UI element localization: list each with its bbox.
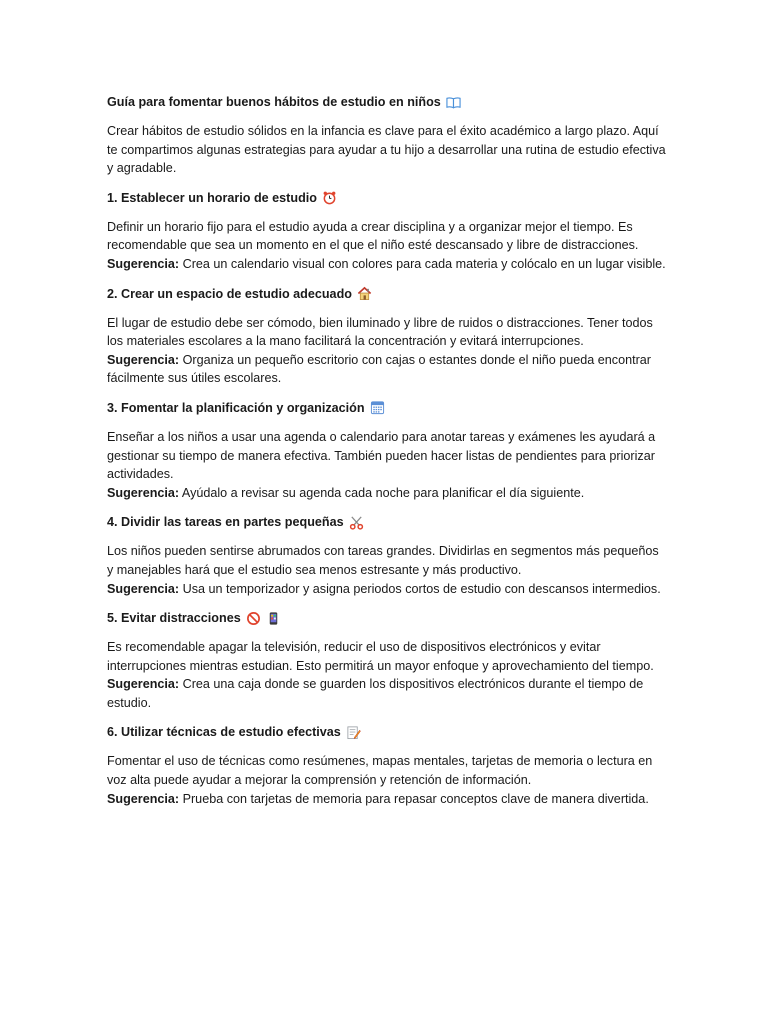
house-icon xyxy=(357,286,372,301)
section-2 xyxy=(107,285,667,388)
section-5 xyxy=(107,609,667,712)
section-tip xyxy=(107,790,667,809)
tip-label: Sugerencia: xyxy=(107,791,180,806)
section-heading xyxy=(107,399,667,417)
mobile-phone-icon xyxy=(266,611,281,626)
section-heading-text: 1. Establecer un horario de estudio xyxy=(107,190,317,205)
section-6 xyxy=(107,723,667,808)
section-tip xyxy=(107,580,667,599)
section-heading xyxy=(107,189,667,207)
tip-label: Sugerencia: xyxy=(107,677,180,692)
tip-text: Prueba con tarjetas de memoria para repasar conceptos clave de manera divertida. xyxy=(179,791,649,806)
section-heading-text: 5. Evitar distracciones xyxy=(107,611,241,626)
section-4 xyxy=(107,513,667,598)
tip-text: Crea una caja donde se guarden los dispositivos electrónicos durante el tiempo de estudio. xyxy=(107,677,644,710)
section-heading xyxy=(107,513,667,531)
section-body: Definir un horario fijo para el estudio ayuda a crear disciplina y a organizar mejor el tiempo. Es recomendable que sea un momento en el que el niño esté descansado y libre de distracciones. xyxy=(107,219,639,253)
section-heading xyxy=(107,723,667,741)
section-heading xyxy=(107,285,667,303)
section-1 xyxy=(107,189,667,274)
section-body: Enseñar a los niños a usar una agenda o calendario para anotar tareas y exámenes les ayudará a gestionar su tiempo de manera efectiva. También pueden hacer listas de pendientes para priorizar actividades. xyxy=(107,429,656,482)
section-tip xyxy=(107,255,667,274)
section-3 xyxy=(107,399,667,502)
section-tip xyxy=(107,675,667,712)
section-tip xyxy=(107,484,667,503)
section-heading-text: 4. Dividir las tareas en partes pequeñas xyxy=(107,515,344,530)
document-page xyxy=(107,93,667,819)
section-body: El lugar de estudio debe ser cómodo, bien iluminado y libre de ruidos o distracciones. Tener todos los materiales escolares a la mano facilitará la concentración y evitará interrupciones. xyxy=(107,315,653,349)
section-body: Los niños pueden sentirse abrumados con tareas grandes. Dividirlas en segmentos más pequeños y manejables hará que el estudio sea menos estresante y más productivo. xyxy=(107,544,659,577)
section-heading-text: 6. Utilizar técnicas de estudio efectivas xyxy=(107,725,341,740)
section-body: Es recomendable apagar la televisión, reducir el uso de dispositivos electrónicos y evitar interrupciones mientras estudian. Esto permitirá un mayor enfoque y aprovechamiento del tiempo. xyxy=(107,640,654,673)
tip-text: Crea un calendario visual con colores para cada materia y colócalo en un lugar visible. xyxy=(179,256,666,271)
no-entry-icon xyxy=(246,611,261,626)
tip-label: Sugerencia: xyxy=(107,256,180,271)
intro-paragraph: Crear hábitos de estudio sólidos en la infancia es clave para el éxito académico a largo plazo. Aquí te compartimos algunas estrategias para ayudar a tu hijo a desarrollar una rutina de estudio efectiva y agradable. xyxy=(107,124,666,176)
section-heading-text: 2. Crear un espacio de estudio adecuado xyxy=(107,286,352,301)
section-body: Fomentar el uso de técnicas como resúmenes, mapas mentales, tarjetas de memoria o lectura en voz alta puede ayudar a mejorar la comprensión y retención de información. xyxy=(107,754,653,788)
tip-label: Sugerencia: xyxy=(107,352,180,367)
tip-text: Usa un temporizador y asigna periodos cortos de estudio con descansos intermedios. xyxy=(179,581,661,596)
tip-text: Organiza un pequeño escritorio con cajas o estantes donde el niño pueda encontrar fácilmente sus útiles escolares. xyxy=(107,352,651,386)
open-book-icon xyxy=(446,95,461,110)
alarm-clock-icon xyxy=(322,190,337,205)
document-title-text: Guía para fomentar buenos hábitos de estudio en niños xyxy=(107,95,441,109)
section-heading xyxy=(107,609,667,627)
tip-label: Sugerencia: xyxy=(107,485,180,500)
scissors-icon xyxy=(349,515,364,530)
section-heading-text: 3. Fomentar la planificación y organización xyxy=(107,400,365,415)
document-title xyxy=(107,93,667,111)
calendar-icon xyxy=(370,400,385,415)
section-tip xyxy=(107,351,667,388)
tip-label: Sugerencia: xyxy=(107,581,180,596)
tip-text: Ayúdalo a revisar su agenda cada noche para planificar el día siguiente. xyxy=(179,485,585,500)
memo-icon xyxy=(346,725,361,740)
